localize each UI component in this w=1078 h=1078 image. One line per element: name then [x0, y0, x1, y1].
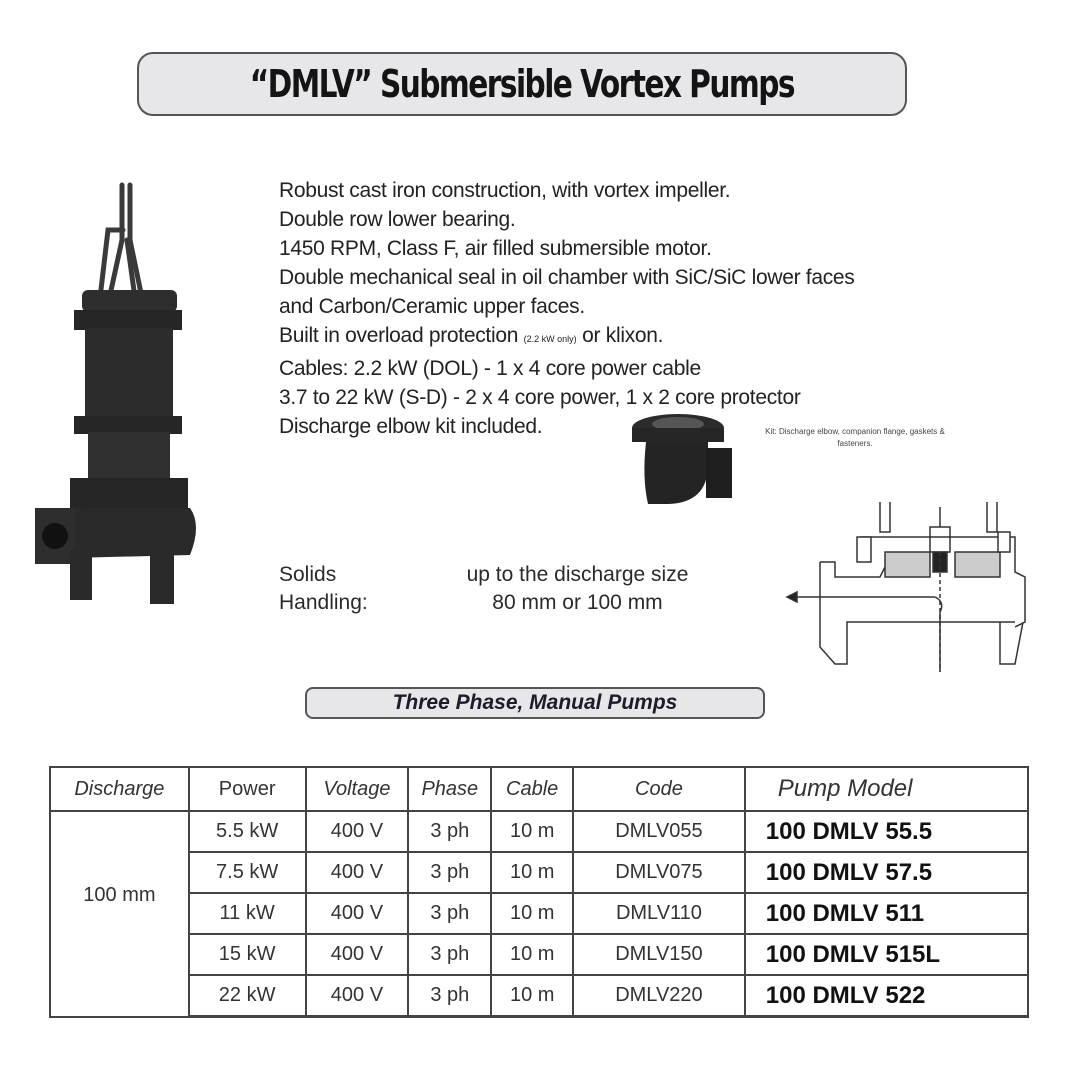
solids-value-line2: 80 mm or 100 mm — [492, 591, 663, 614]
code-cell: DMLV055 — [573, 811, 745, 852]
col-header-voltage: Voltage — [306, 767, 409, 811]
voltage-cell: 400 V — [306, 934, 409, 975]
discharge-cell — [50, 811, 189, 1017]
solids-value-line1: up to the discharge size — [466, 563, 689, 586]
phase-cell: 3 ph — [408, 811, 491, 852]
col-header-power: Power — [189, 767, 306, 811]
col-header-pump-model: Pump Model — [745, 767, 1028, 811]
pump-spec-table — [49, 766, 1029, 1018]
cable-cell: 10 m — [491, 934, 573, 975]
voltage-cell: 400 V — [306, 893, 409, 934]
feature-list — [279, 176, 855, 441]
table-row — [50, 811, 1028, 852]
pump-photo — [30, 180, 205, 610]
solids-label-line1: Solids — [279, 563, 337, 586]
power-cell: 22 kW — [189, 975, 306, 1017]
col-header-code: Code — [573, 767, 745, 811]
feature-suffix: or klixon. — [576, 324, 664, 347]
kit-caption: Kit: Discharge elbow, companion flange, gaskets & fasteners. — [765, 427, 945, 448]
table-row — [50, 934, 1028, 975]
code-cell: DMLV075 — [573, 852, 745, 893]
feature-item: 3.7 to 22 kW (S-D) - 2 x 4 core power, 1 x 2 core protector — [279, 386, 801, 409]
col-header-cable: Cable — [491, 767, 573, 811]
table-row — [50, 975, 1028, 1017]
voltage-cell: 400 V — [306, 852, 409, 893]
model-cell: 100 DMLV 57.5 — [745, 852, 1028, 893]
table-row — [50, 852, 1028, 893]
feature-item: Discharge elbow kit included. — [279, 415, 543, 438]
solids-handling-value — [440, 561, 715, 617]
phase-cell: 3 ph — [408, 934, 491, 975]
phase-cell: 3 ph — [408, 893, 491, 934]
section-subtitle: Three Phase, Manual Pumps — [392, 691, 678, 714]
model-cell: 100 DMLV 522 — [745, 975, 1028, 1017]
feature-item: Double mechanical seal in oil chamber with SiC/SiC lower faces — [279, 266, 855, 289]
cable-cell: 10 m — [491, 975, 573, 1017]
model-cell: 100 DMLV 511 — [745, 893, 1028, 934]
code-cell: DMLV220 — [573, 975, 745, 1017]
power-cell: 5.5 kW — [189, 811, 306, 852]
cross-section-diagram — [775, 492, 1040, 677]
discharge-value: 100 mm — [83, 884, 156, 906]
code-cell: DMLV150 — [573, 934, 745, 975]
feature-item: Robust cast iron construction, with vortex impeller. — [279, 179, 731, 202]
elbow-kit-photo — [628, 408, 738, 506]
feature-item: 1450 RPM, Class F, air filled submersible motor. — [279, 237, 712, 260]
feature-item: Double row lower bearing. — [279, 208, 516, 231]
voltage-cell: 400 V — [306, 975, 409, 1017]
feature-note: (2.2 kW only) — [523, 334, 577, 344]
power-cell: 7.5 kW — [189, 852, 306, 893]
col-header-phase: Phase — [408, 767, 491, 811]
phase-cell: 3 ph — [408, 975, 491, 1017]
cable-cell: 10 m — [491, 893, 573, 934]
model-cell: 100 DMLV 55.5 — [745, 811, 1028, 852]
model-cell: 100 DMLV 515L — [745, 934, 1028, 975]
table-header-row — [50, 767, 1028, 811]
voltage-cell: 400 V — [306, 811, 409, 852]
table-row — [50, 893, 1028, 934]
cable-cell: 10 m — [491, 852, 573, 893]
col-header-discharge: Discharge — [50, 767, 189, 811]
solids-handling-label — [279, 561, 368, 617]
title-banner — [137, 52, 907, 116]
code-cell: DMLV110 — [573, 893, 745, 934]
phase-cell: 3 ph — [408, 852, 491, 893]
solids-label-line2: Handling: — [279, 591, 368, 614]
power-cell: 15 kW — [189, 934, 306, 975]
page-title: “DMLV” Submersible Vortex Pumps — [249, 62, 795, 106]
cable-cell: 10 m — [491, 811, 573, 852]
feature-item: and Carbon/Ceramic upper faces. — [279, 295, 585, 318]
feature-item: Cables: 2.2 kW (DOL) - 1 x 4 core power cable — [279, 357, 701, 380]
power-cell: 11 kW — [189, 893, 306, 934]
subtitle-banner — [305, 687, 765, 719]
feature-text: Built in overload protection — [279, 324, 524, 347]
feature-item — [279, 321, 855, 354]
